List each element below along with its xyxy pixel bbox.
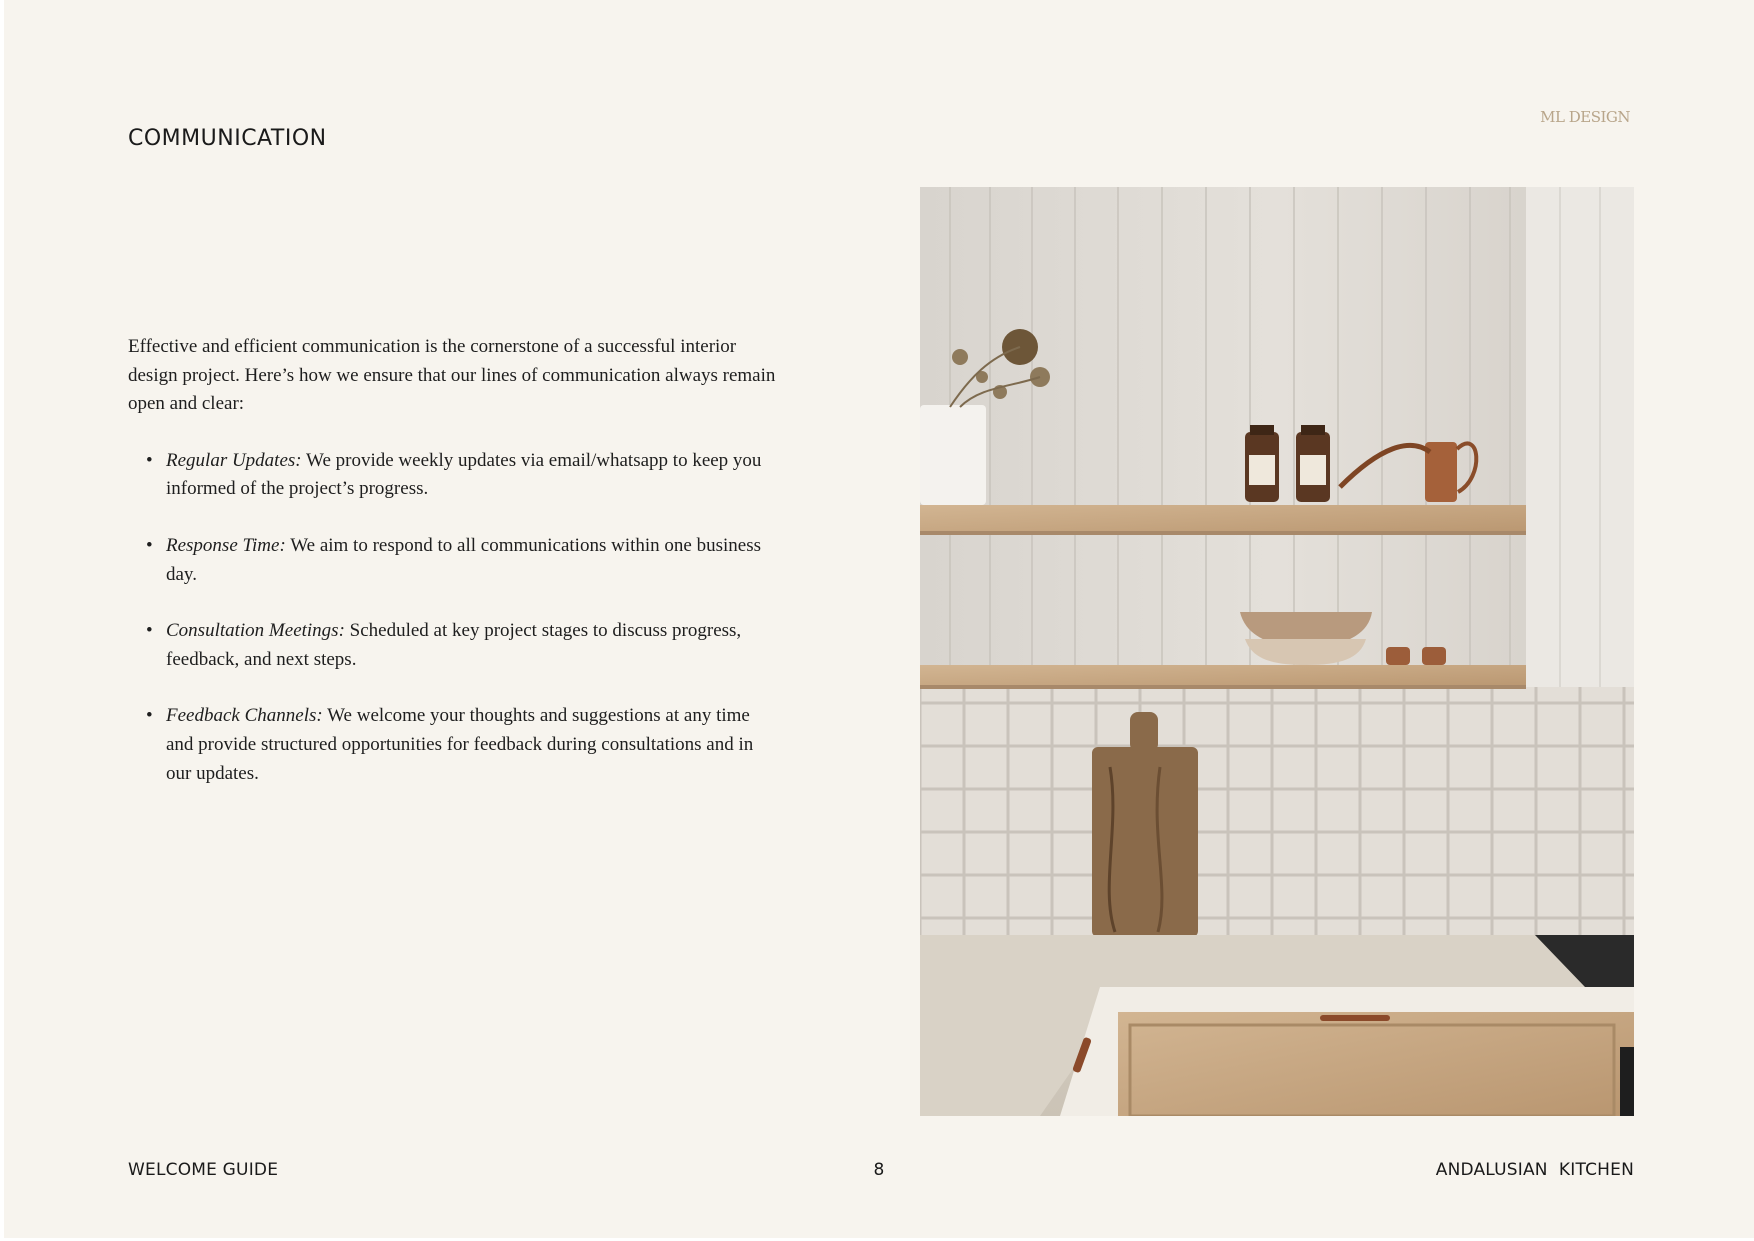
footer-project-name: ANDALUSIAN KITCHEN — [1435, 1160, 1634, 1180]
intro-paragraph: Effective and efficient communication is the cornerstone of a successful interior design project. Here’s how we ensure that our lines of communication always remain open and clear: — [128, 336, 776, 415]
list-item — [166, 702, 778, 788]
footer-document-name: WELCOME GUIDE — [128, 1160, 279, 1180]
page-number: 8 — [873, 1160, 885, 1180]
page-title: COMMUNICATION — [128, 126, 327, 151]
communication-list — [128, 447, 778, 788]
body-content — [128, 333, 778, 816]
list-item-term: Consultation Meetings: — [166, 620, 345, 642]
list-item-term: Feedback Channels: — [166, 705, 323, 727]
list-item — [166, 447, 778, 504]
list-item — [166, 617, 778, 674]
list-item-text: We aim to respond to all communications within one business day. — [166, 534, 761, 585]
list-item-text: Scheduled at key project stages to discuss progress, feedback, and next steps. — [166, 620, 742, 670]
list-item — [166, 532, 778, 589]
list-item-term: Regular Updates: — [166, 449, 302, 471]
list-item-text: We provide weekly updates via email/whatsapp to keep you informed of the project’s progress. — [166, 449, 762, 500]
brand-logo-text: ML DESIGN — [1540, 108, 1630, 126]
list-item-text: We welcome your thoughts and suggestions at any time and provide structured opportunities for feedback during consultations and in our updates. — [166, 705, 754, 784]
list-item-term: Response Time: — [166, 534, 286, 556]
document-page — [4, 0, 1754, 1238]
kitchen-photo — [920, 187, 1634, 1116]
